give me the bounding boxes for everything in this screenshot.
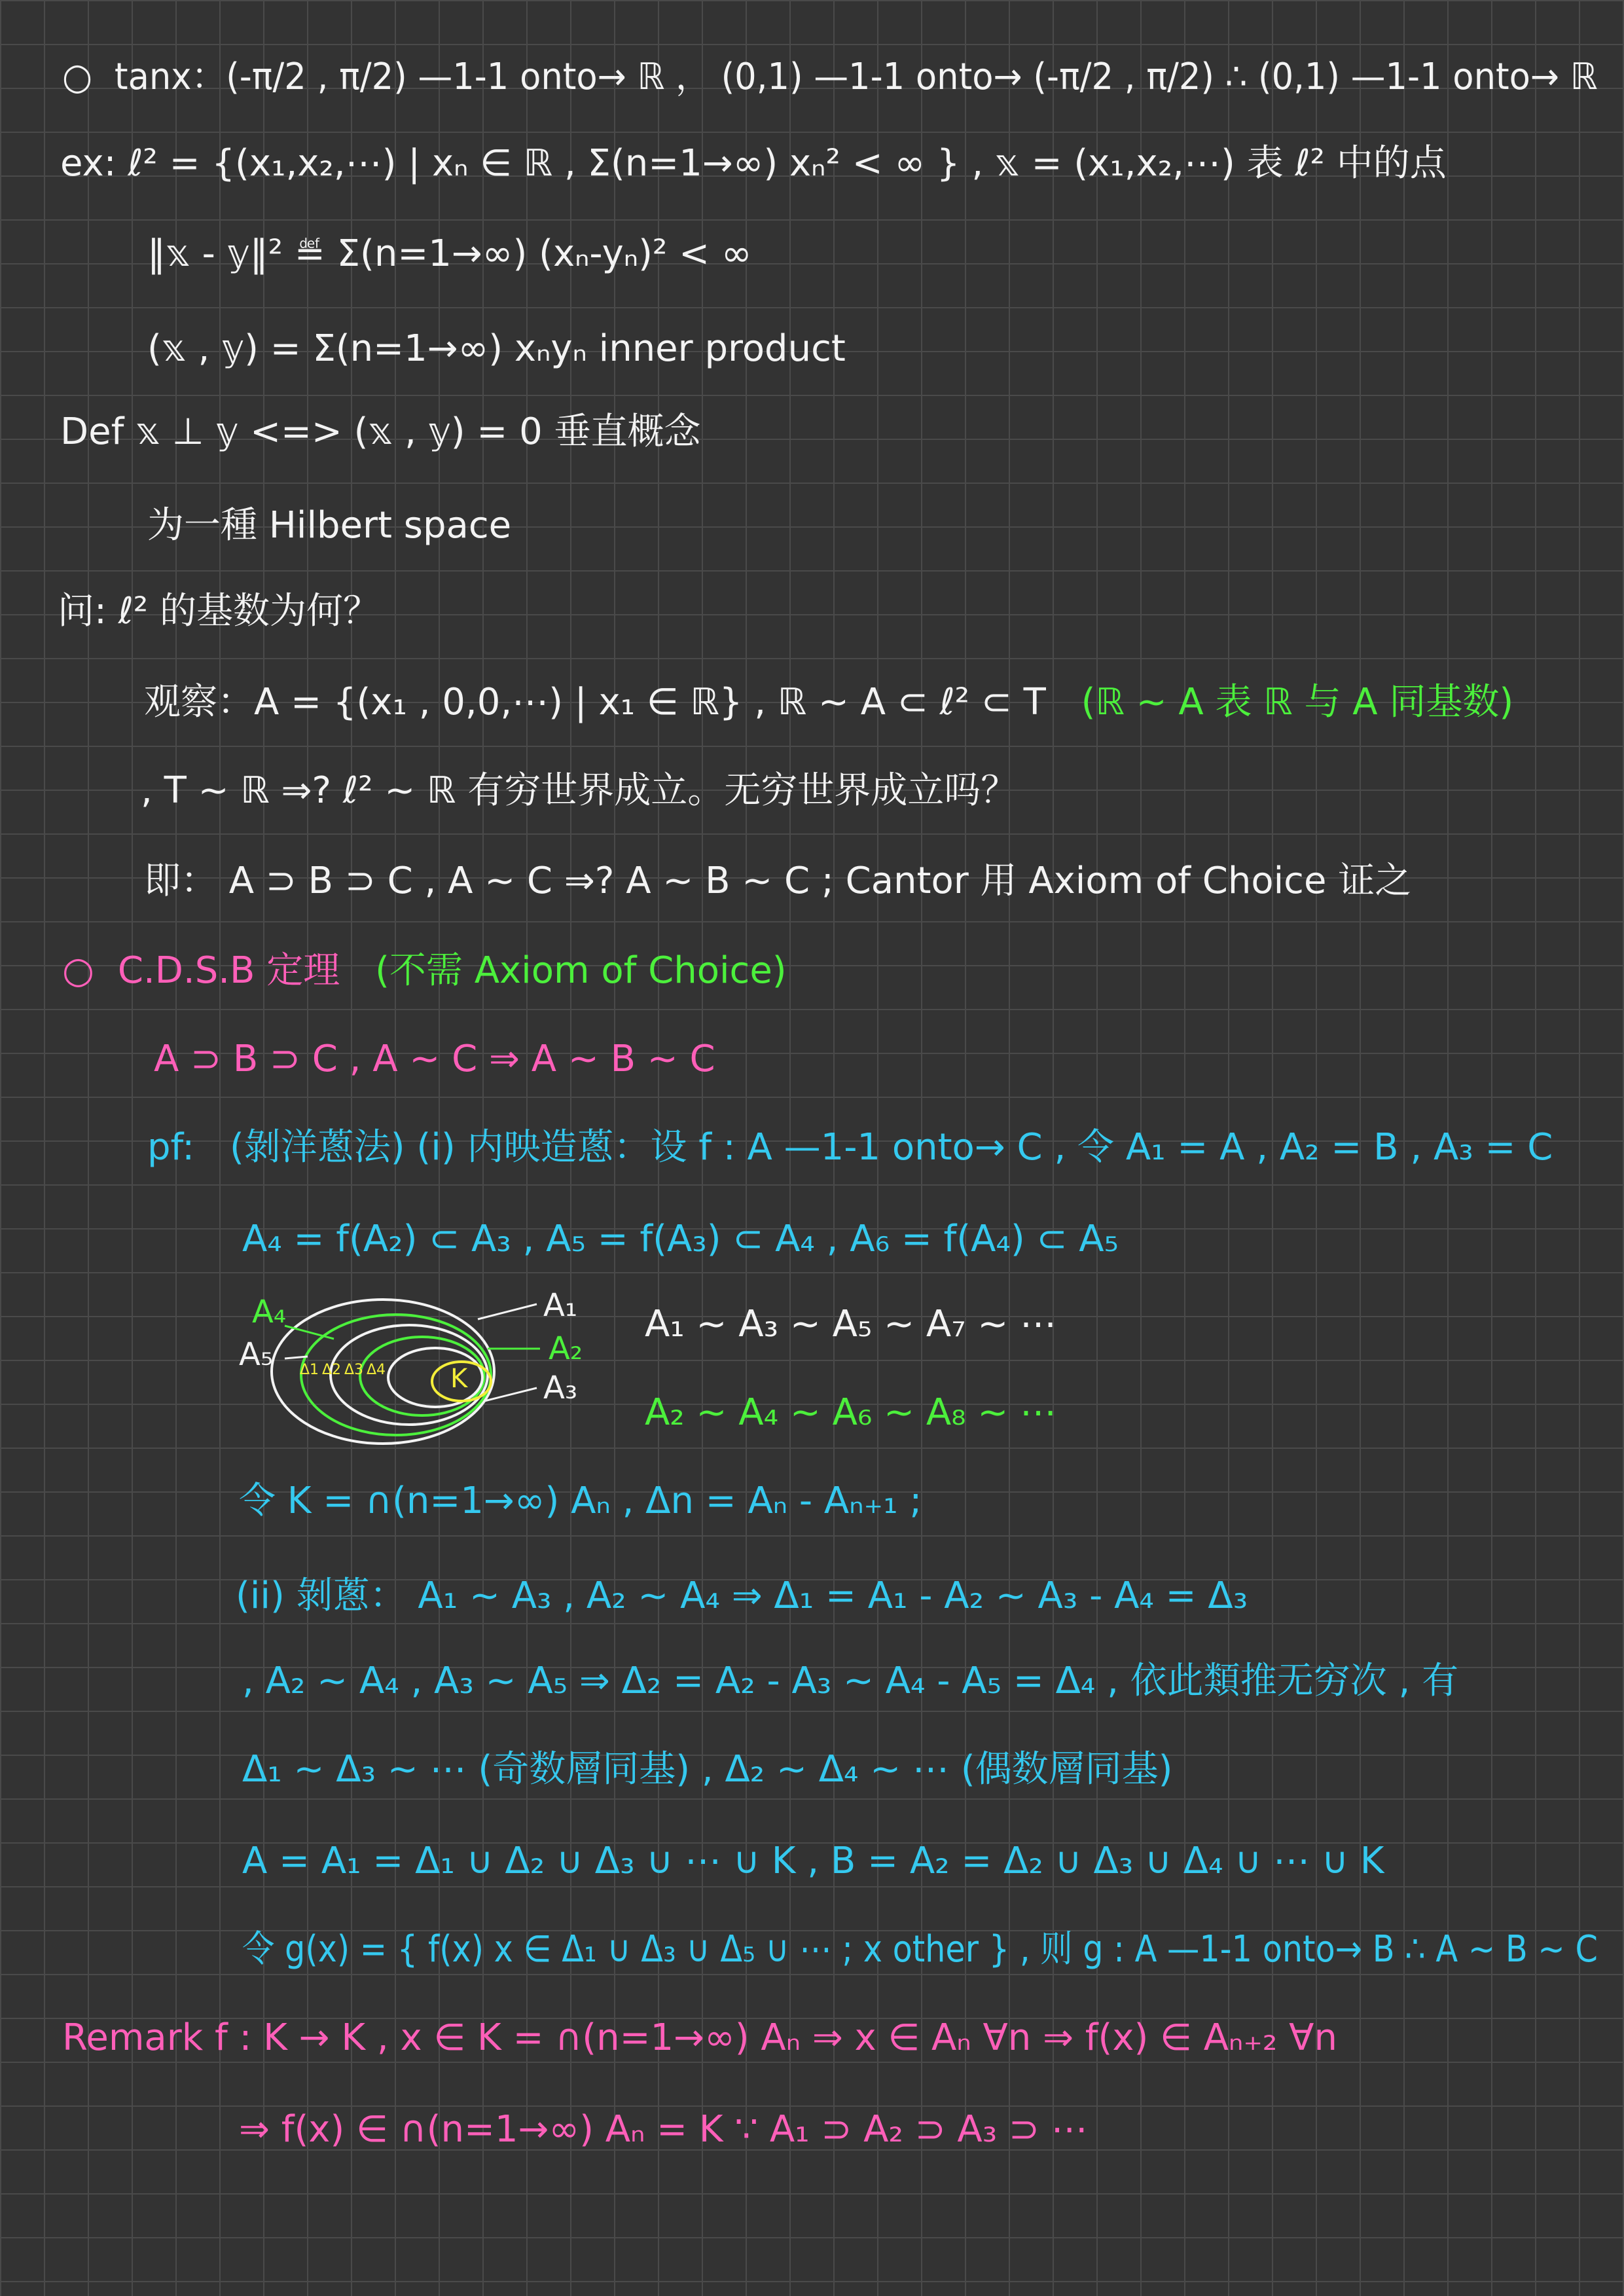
tan-bijection-segment-0: ○ <box>62 56 93 98</box>
label-a3: A₃ <box>543 1370 578 1406</box>
odd-index-chain-line <box>645 1303 1057 1345</box>
cdsb-theorem-title <box>62 949 787 992</box>
l2-definition-segment-0: ex: ℓ² = {(x₁,x₂,⋯) | xₙ ∈ ℝ , Σ(n=1→∞) xₙ² < ∞ } , 𝕩 = (x₁,x₂,⋯) 表 ℓ² 中的点 <box>60 142 1447 185</box>
label-delta-1: Δ1 <box>300 1362 319 1378</box>
remark-line <box>62 2016 1337 2059</box>
k-def-segment-0: 令 K = ∩(n=1→∞) Aₙ , Δn = Aₙ - Aₙ₊₁ ; <box>239 1480 922 1522</box>
cantor-axiom-choice-line <box>144 860 1412 902</box>
cdsb-statement-segment-0: A ⊃ B ⊃ C , A ~ C ⇒ A ~ B ~ C <box>154 1038 715 1080</box>
remark-segment-0: Remark f : K → K , x ∈ K = ∩(n=1→∞) Aₙ ⇒ x ∈ Aₙ ∀n ⇒ f(x) ∈ Aₙ₊₂ ∀n <box>62 2016 1337 2059</box>
nested-sets-diagram <box>229 1283 622 1473</box>
union-segment-0: A = A₁ = Δ₁ ∪ Δ₂ ∪ Δ₃ ∪ ⋯ ∪ K , B = A₂ = Δ₂ ∪ Δ₃ ∪ Δ₄ ∪ ⋯ ∪ K <box>242 1840 1384 1882</box>
cantor-segment-0: 即： A ⊃ B ⊃ C , A ~ C ⇒? A ~ B ~ C ; Cantor 用 Axiom of Choice 证之 <box>144 860 1412 902</box>
a4-a5-a6-segment-0: A₄ = f(A₂) ⊂ A₃ , A₅ = f(A₃) ⊂ A₄ , A₆ = f(A₄) ⊂ A₅ <box>242 1218 1119 1260</box>
layers-segment-0: Δ₁ ~ Δ₃ ~ ⋯ (奇数層同基) , Δ₂ ~ Δ₄ ~ ⋯ (偶数層同基) <box>242 1748 1173 1791</box>
tan-bijection-line <box>62 56 1598 98</box>
observation-line <box>144 681 1514 723</box>
tan-bijection-segment-1: tanx：(-π/2 , π/2) —1-1 onto→ ℝ ， (0,1) —1-1 onto→ (-π/2 , π/2) ∴ (0,1) —1-1 onto→ ℝ <box>114 56 1598 98</box>
even-index-chain-line <box>645 1391 1057 1434</box>
label-delta-2: Δ2 <box>322 1362 342 1378</box>
k-and-delta-definition-line <box>239 1480 922 1522</box>
hilbert-space-line <box>147 504 512 547</box>
norm-definition-line <box>147 232 752 275</box>
a4-a5-a6-definition-line <box>242 1218 1119 1260</box>
odd-chain-segment-0: A₁ ~ A₃ ~ A₅ ~ A₇ ~ ⋯ <box>645 1303 1057 1345</box>
inner-product-segment-0: (𝕩 , 𝕪) = Σ(n=1→∞) xₙyₙ inner product <box>147 327 846 370</box>
proof-start-segment-0: pf: <box>147 1126 206 1169</box>
proof-start-segment-1: (剝洋蔥法) (i) 内映造蔥：设 f : A —1-1 onto→ C , 令 A₁ = A , A₂ = B , A₃ = C <box>229 1126 1553 1169</box>
label-k: K <box>450 1364 468 1394</box>
orthogonal-def-segment-0: Def 𝕩 ⊥ 𝕪 <=> (𝕩 , 𝕪) = 0 垂直概念 <box>60 410 701 453</box>
cdsb-title-segment-2: (不需 Axiom of Choice) <box>375 949 787 992</box>
g-function-definition-line <box>242 1928 1598 1971</box>
label-a1: A₁ <box>543 1287 578 1324</box>
l2-cardinality-question <box>58 590 380 632</box>
proof-start-line <box>147 1126 1553 1169</box>
label-a2: A₂ <box>549 1330 583 1367</box>
ellipse-a5 <box>388 1348 482 1407</box>
union-decomposition-line <box>242 1840 1384 1882</box>
label-a5: A₅ <box>239 1336 274 1373</box>
hilbert-segment-0: 为一種 Hilbert space <box>147 504 512 547</box>
label-delta-4: Δ4 <box>367 1362 386 1378</box>
layer-cardinality-line <box>242 1748 1173 1791</box>
label-a4: A₄ <box>252 1294 287 1330</box>
inner-product-line <box>147 327 846 370</box>
cdsb-title-segment-0: ○ <box>62 949 94 992</box>
label-delta-3: Δ3 <box>344 1362 364 1378</box>
peel-1-segment-0: (ii) 剝蔥： A₁ ~ A₃ , A₂ ~ A₄ ⇒ Δ₁ = A₁ - A₂ ~ A₃ - A₄ = Δ₃ <box>236 1575 1248 1617</box>
peeling-step-1-line <box>236 1575 1248 1617</box>
g-def-segment-0: 令 g(x) = { f(x) x ∈ Δ₁ ∪ Δ₃ ∪ Δ₅ ∪ ⋯ ; x other } , 则 g : A —1-1 onto→ B ∴ A ~ B ~ C <box>242 1928 1598 1971</box>
even-chain-segment-0: A₂ ~ A₄ ~ A₆ ~ A₈ ~ ⋯ <box>645 1391 1057 1434</box>
remark-conclusion-line <box>239 2108 1088 2151</box>
observe-segment-0: 观察：A = {(x₁ , 0,0,⋯) | x₁ ∈ ℝ} , ℝ ~ A ⊂ ℓ² ⊂ T <box>144 681 1058 723</box>
remark-conclusion-segment-0: ⇒ f(x) ∈ ∩(n=1→∞) Aₙ = K ∵ A₁ ⊃ A₂ ⊃ A₃ ⊃ ⋯ <box>239 2108 1088 2151</box>
finite-infinite-question-line <box>141 769 1018 812</box>
peeling-step-2-line <box>242 1660 1459 1702</box>
a1-pointer <box>478 1304 537 1319</box>
orthogonal-definition-line <box>60 410 701 453</box>
cdsb-title-segment-1: C.D.S.B 定理 <box>117 949 352 992</box>
norm-segment-0: ‖𝕩 - 𝕪‖² ≝ Σ(n=1→∞) (xₙ-yₙ)² < ∞ <box>147 232 752 275</box>
peel-2-segment-0: , A₂ ~ A₄ , A₃ ~ A₅ ⇒ Δ₂ = A₂ - A₃ ~ A₄ - A₅ = Δ₄ , 依此類推无穷次 , 有 <box>242 1660 1459 1702</box>
cdsb-theorem-statement <box>154 1038 715 1080</box>
l2-definition-line <box>60 142 1447 185</box>
finite-infinite-segment-0: , T ~ ℝ ⇒? ℓ² ~ ℝ 有穷世界成立。无穷世界成立吗？ <box>141 769 1018 812</box>
question-segment-0: 问: ℓ² 的基数为何？ <box>58 590 380 632</box>
a3-pointer <box>484 1388 537 1401</box>
observe-segment-1: (ℝ ~ A 表 ℝ 与 A 同基数) <box>1081 681 1514 723</box>
